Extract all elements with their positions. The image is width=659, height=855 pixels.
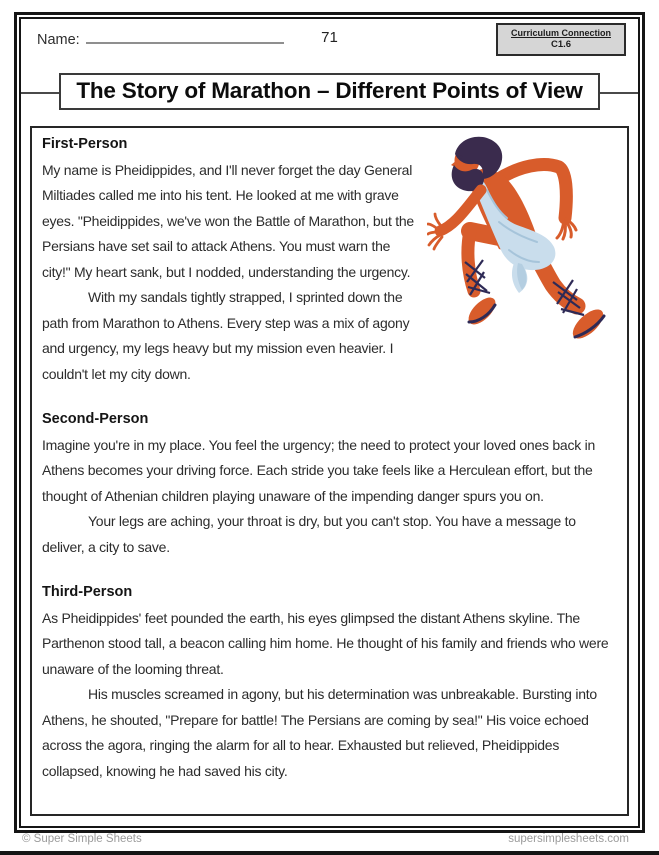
name-field-group xyxy=(37,29,284,48)
third-person-paragraph-2: His muscles screamed in agony, but his determination was unbreakable. Bursting into Athens, he shouted, "Prepare for battle! The Persians are coming by sea!" His voice echoed across the agora, ringing the alarm for all to hear. Exhausted but relieved, Pheidippides collapsed, knowing he had saved his city. xyxy=(42,686,597,779)
title-row xyxy=(21,73,638,113)
second-person-paragraph-1: Imagine you're in my place. You feel the urgency; the need to protect your loved ones back in Athens becomes your driving force. Each stride you take feels like a Herculean effort, but the thought of Athenian children playing unaware of the impending danger spurs you on. xyxy=(42,436,596,504)
page-title: The Story of Marathon – Different Points of View xyxy=(59,73,599,110)
curriculum-connection-title: Curriculum Connection xyxy=(510,28,611,38)
section-third-person xyxy=(42,580,617,784)
footer-copyright: © Super Simple Sheets xyxy=(22,833,142,845)
footer-website: supersimplesheets.com xyxy=(508,833,629,845)
second-person-paragraph-2: Your legs are aching, your throat is dry, but you can't stop. You have a message to deliver, a city to save. xyxy=(42,513,576,555)
first-person-heading: First-Person xyxy=(42,136,128,152)
page-number: 71 xyxy=(321,29,338,46)
worksheet-header xyxy=(21,19,638,69)
curriculum-connection-code: C1.6 xyxy=(550,39,572,50)
page-inner-border xyxy=(19,17,640,828)
page-outer-border xyxy=(14,12,645,833)
name-label: Name: xyxy=(37,32,80,48)
story-content-box xyxy=(30,126,629,816)
second-person-heading: Second-Person xyxy=(42,411,149,427)
third-person-paragraph-1: As Pheidippides' feet pounded the earth, his eyes glimpsed the distant Athens skyline. The Parthenon stood tall, a beacon calling him home. He thought of his family and friends who were unaware of the looming threat. xyxy=(42,609,609,677)
page-footer xyxy=(0,833,659,845)
front-hand xyxy=(428,214,442,249)
third-person-heading: Third-Person xyxy=(42,584,133,600)
greek-runner-illustration xyxy=(427,134,617,356)
first-person-paragraph-1: My name is Pheidippides, and I'll never forget the day General Miltiades called me into his tent. He looked at me with grave eyes. "Pheidippides, we've won the Battle of Marathon, but the Persians have set sail to attack Athens. You must warn the city!" My heart sank, but I nodded, understanding the urgency. xyxy=(42,161,414,280)
first-person-paragraph-2: With my sandals tightly strapped, I sprinted down the path from Marathon to Athens. Every step was a mix of agony and urgency, my legs heavy but my mission even heavier. I couldn't let my city down. xyxy=(42,289,410,382)
section-second-person xyxy=(42,407,617,560)
curriculum-connection-badge xyxy=(496,23,626,56)
runner-svg xyxy=(427,134,617,356)
back-hand xyxy=(557,219,576,239)
bottom-edge-bar xyxy=(0,851,659,855)
name-blank-line xyxy=(86,29,284,44)
